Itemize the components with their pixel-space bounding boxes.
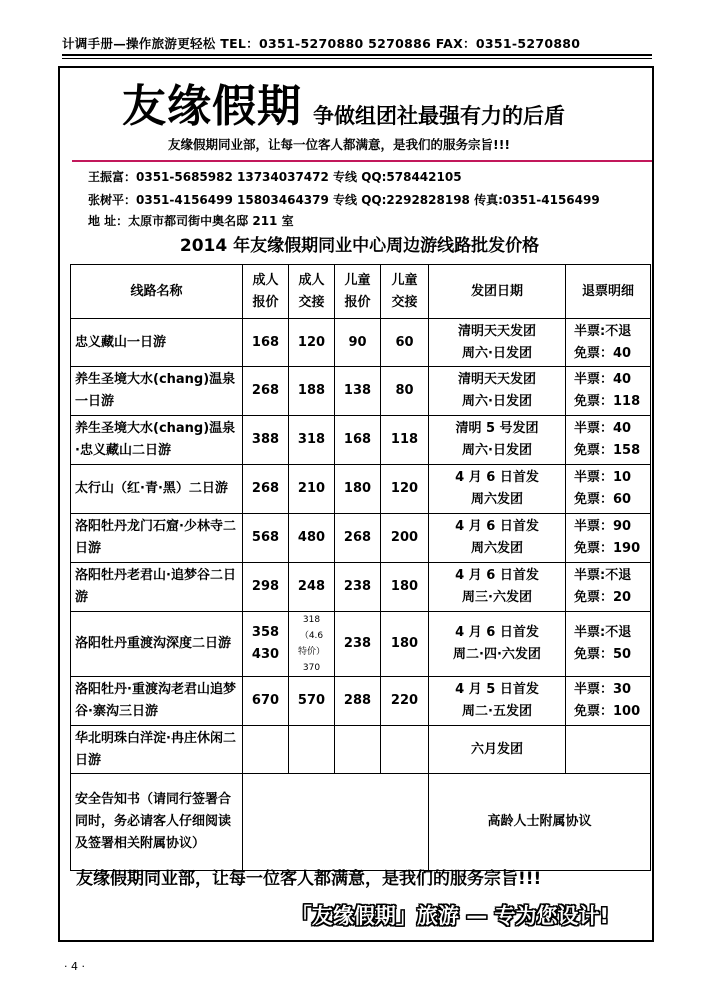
- table-row: 养生圣境大水(chang)温泉一日游 268 188 138 80 清明天天发团 周六·日发团 半票：40 免票：118: [71, 367, 651, 416]
- brand-slogan: 争做组团社最强有力的后盾: [313, 104, 565, 128]
- contact-address: 地 址：太原市都司街中奥名邸 211 室: [88, 214, 294, 228]
- header-route: 线路名称: [71, 265, 243, 319]
- table-row: 养生圣境大水(chang)温泉·忠义藏山二日游 388 318 168 118 清明 5 号发团 周六·日发团 半票：40 免票：158: [71, 416, 651, 465]
- header-child-net: 儿童 交接: [381, 265, 429, 319]
- table-row: 太行山（红·青·黑）二日游 268 210 180 120 4 月 6 日首发 周六发团 半票：10 免票：60: [71, 465, 651, 514]
- brand-banner: 「友缘假期」旅游 — 专为您设计!: [290, 904, 610, 928]
- header-adult-net: 成人 交接: [289, 265, 335, 319]
- price-table: [70, 264, 651, 871]
- header-rule-thick: [62, 54, 652, 56]
- header-child-price: 儿童 报价: [335, 265, 381, 319]
- red-divider: [72, 160, 652, 162]
- running-header: 计调手册—操作旅游更轻松 TEL：0351-5270880 5270886 FAX：0351-5270880: [62, 36, 581, 51]
- table-row: 忠义藏山一日游 168 120 90 60 清明天天发团 周六·日发团 半票:不退 免票：40: [71, 319, 651, 367]
- table-title: 2014 年友缘假期同业中心周边游线路批发价格: [179, 236, 540, 256]
- table-row: 洛阳牡丹·重渡沟老君山追梦谷·寨沟三日游 670 570 288 220 4 月 5 日首发 周二·五发团 半票：30 免票：100: [71, 677, 651, 726]
- contact-wang: 王振富：0351-5685982 13734037472 专线 QQ:578442105: [88, 170, 462, 184]
- service-motto: 友缘假期同业部，让每一位客人都满意，是我们的服务宗旨!!!: [168, 137, 511, 152]
- bottom-motto: 友缘假期同业部，让每一位客人都满意，是我们的服务宗旨!!!: [76, 869, 542, 889]
- header-adult-price: 成人 报价: [243, 265, 289, 319]
- table-row: 华北明珠白洋淀·冉庄休闲二日游 六月发团: [71, 726, 651, 774]
- brand-name: 友缘假期: [122, 81, 302, 132]
- header-rule-thin: [62, 58, 652, 59]
- page-number: · 4 ·: [64, 960, 85, 973]
- table-header-row: [71, 265, 651, 319]
- table-row: 洛阳牡丹重渡沟深度二日游 358 430 318（4.6 特价）370 238 180 4 月 6 日首发 周二·四·六发团 半票:不退 免票：50: [71, 612, 651, 677]
- header-departure: 发团日期: [429, 265, 566, 319]
- header-refund: 退票明细: [566, 265, 651, 319]
- table-row: 安全告知书（请同行签署合同时，务必请客人仔细阅读及签署相关附属协议） 高龄人士附属协议: [71, 774, 651, 871]
- contact-zhang: 张树平：0351-4156499 15803464379 专线 QQ:2292828198 传真:0351-4156499: [88, 193, 600, 207]
- table-row: 洛阳牡丹龙门石窟·少林寺二日游 568 480 268 200 4 月 6 日首发 周六发团 半票：90 免票：190: [71, 514, 651, 563]
- table-row: 洛阳牡丹老君山·追梦谷二日游 298 248 238 180 4 月 6 日首发 周三·六发团 半票:不退 免票：20: [71, 563, 651, 612]
